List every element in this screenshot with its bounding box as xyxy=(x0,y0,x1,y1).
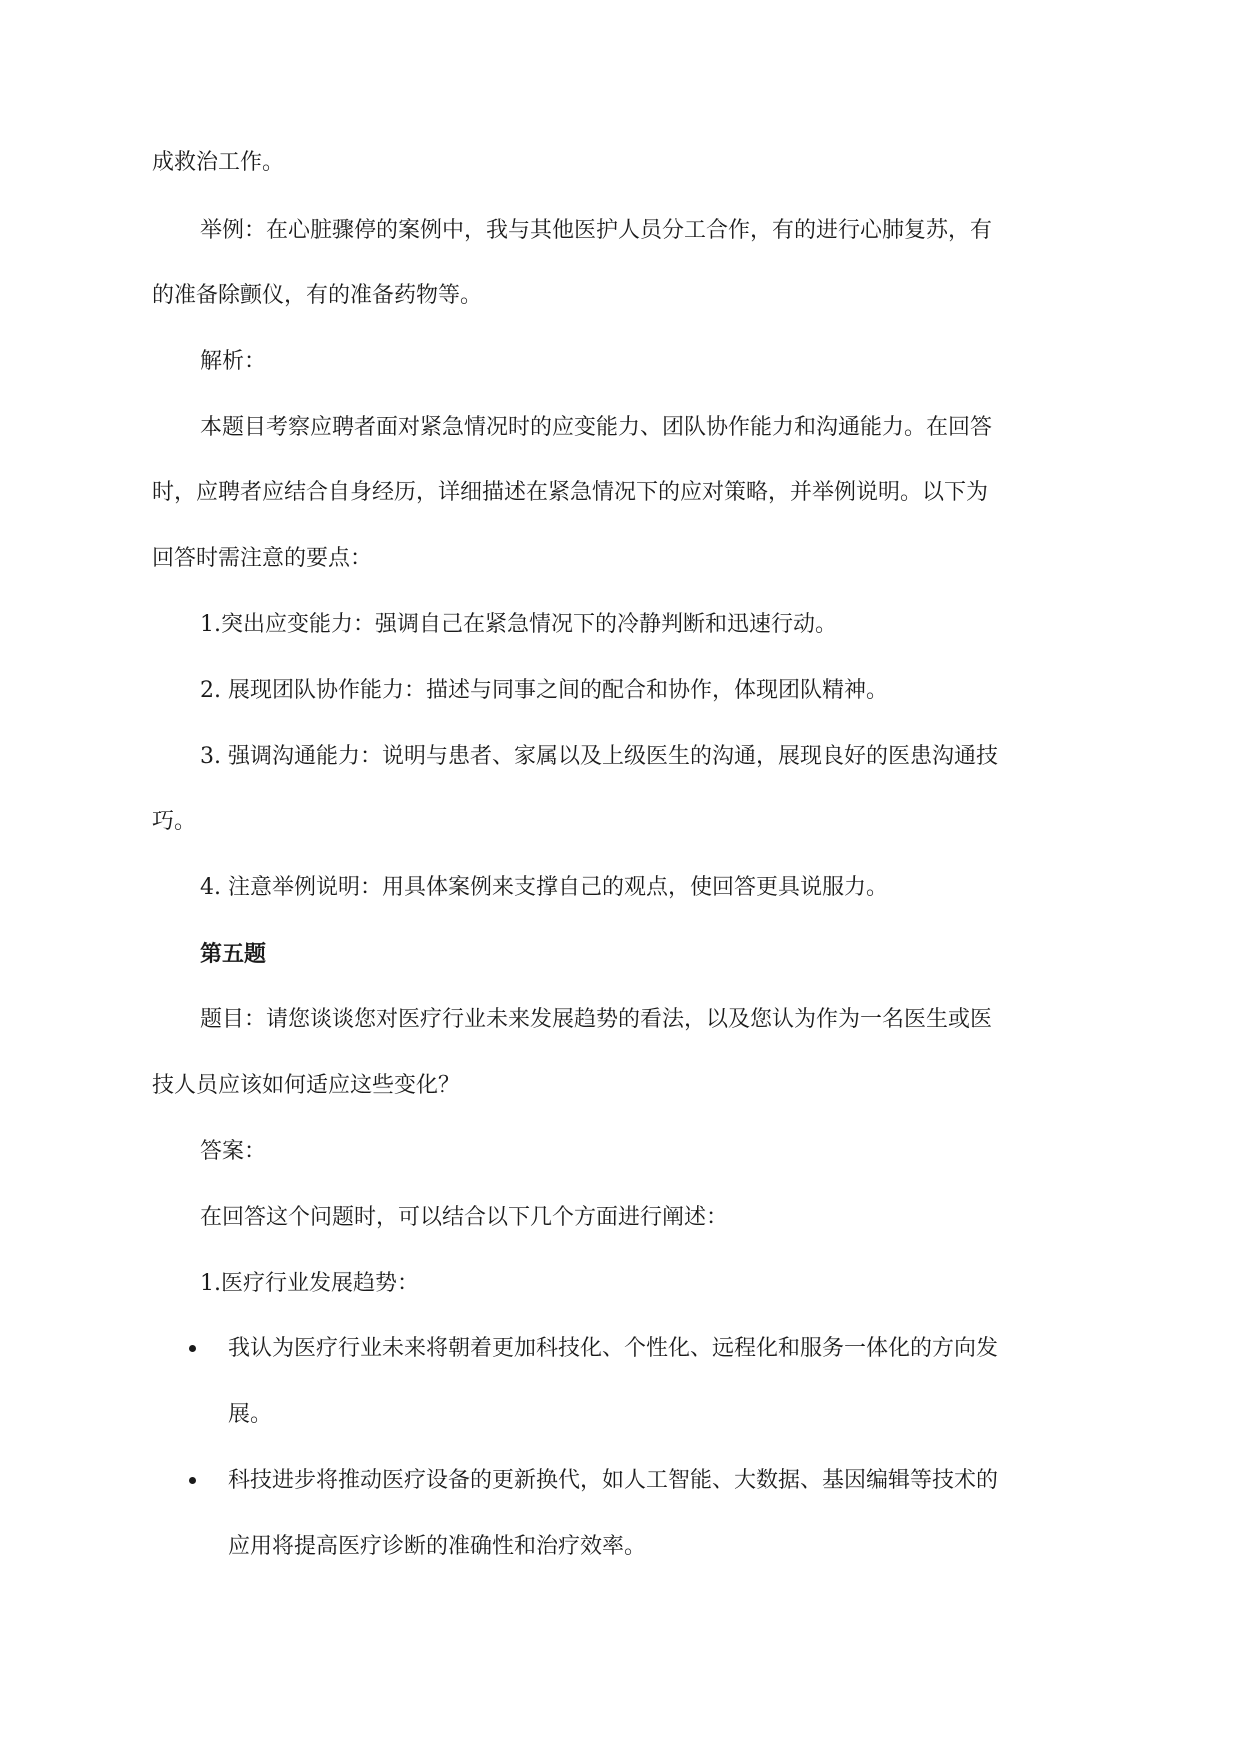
bullet-item-line: 科技进步将推动医疗设备的更新换代，如人工智能、大数据、基因编辑等技术的 xyxy=(228,1468,999,1493)
paragraph-line: 本题目考察应聘者面对紧急情况时的应变能力、团队协作能力和沟通能力。在回答 xyxy=(200,415,993,440)
bullet-item-line: 应用将提高医疗诊断的准确性和治疗效率。 xyxy=(228,1534,647,1559)
paragraph-line: 解析： xyxy=(200,349,267,374)
list-item: 2. 展现团队协作能力：描述与同事之间的配合和协作，体现团队精神。 xyxy=(200,678,888,703)
section-heading: 第五题 xyxy=(200,941,267,967)
paragraph-line: 1.医疗行业发展趋势： xyxy=(200,1271,419,1296)
list-item: 3. 强调沟通能力：说明与患者、家属以及上级医生的沟通，展现良好的医患沟通技 xyxy=(200,744,998,769)
bullet-item-line: 展。 xyxy=(228,1402,273,1427)
paragraph-line: 举例：在心脏骤停的案例中，我与其他医护人员分工合作，有的进行心肺复苏，有 xyxy=(200,218,993,243)
paragraph-line: 回答时需注意的要点： xyxy=(152,546,373,571)
list-item: 1.突出应变能力：强调自己在紧急情况下的冷静判断和迅速行动。 xyxy=(200,612,837,637)
bullet-dot-icon xyxy=(189,1345,196,1352)
paragraph-line: 成救治工作。 xyxy=(152,150,285,175)
bullet-dot-icon xyxy=(189,1477,196,1484)
paragraph-line: 答案： xyxy=(200,1139,267,1164)
bullet-item-line: 我认为医疗行业未来将朝着更加科技化、个性化、远程化和服务一体化的方向发 xyxy=(228,1336,999,1361)
paragraph-line: 时，应聘者应结合自身经历，详细描述在紧急情况下的应对策略，并举例说明。以下为 xyxy=(152,480,989,505)
paragraph-line: 在回答这个问题时，可以结合以下几个方面进行阐述： xyxy=(200,1205,729,1230)
list-item: 4. 注意举例说明：用具体案例来支撑自己的观点，使回答更具说服力。 xyxy=(200,875,888,900)
paragraph-line: 的准备除颤仪，有的准备药物等。 xyxy=(152,283,483,308)
paragraph-line: 技人员应该如何适应这些变化？ xyxy=(152,1073,461,1098)
paragraph-line: 题目：请您谈谈您对医疗行业未来发展趋势的看法，以及您认为作为一名医生或医 xyxy=(200,1007,993,1032)
paragraph-line: 巧。 xyxy=(152,809,197,834)
